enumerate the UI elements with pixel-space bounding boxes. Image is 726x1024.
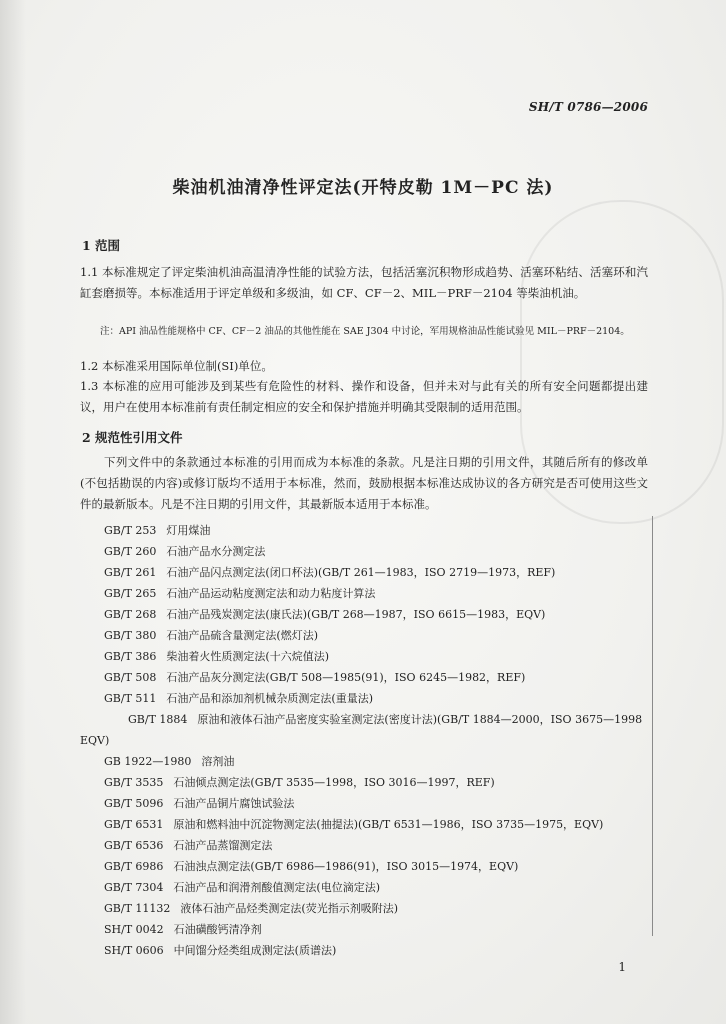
page-number: 1	[618, 960, 626, 974]
clause-1-2: 1.2 本标准采用国际单位制(SI)单位。	[80, 359, 273, 373]
reference-title: 液体石油产品烃类测定法(荧光指示剂吸附法)	[180, 902, 398, 915]
reference-code: SH/T 0042	[104, 923, 164, 936]
reference-title: 石油产品运动粘度测定法和动力粘度计算法	[166, 587, 376, 600]
reference-code: GB/T 1884	[128, 713, 188, 726]
reference-item	[104, 814, 664, 835]
reference-code: GB/T 5096	[104, 797, 164, 810]
reference-code: GB/T 6986	[104, 860, 164, 873]
reference-title: 石油产品铜片腐蚀试验法	[173, 797, 295, 810]
reference-item	[104, 541, 664, 562]
reference-title: 中间馏分烃类组成测定法(质谱法)	[173, 944, 337, 957]
clause-1-1-note: 注：API 油品性能规格中 CF、CF－2 油品的其他性能在 SAE J304 中讨论，军用规格油品性能试验见 MIL－PRF－2104。	[100, 326, 630, 337]
reference-code: GB/T 268	[104, 608, 157, 621]
section-2-intro: 下列文件中的条款通过本标准的引用而成为本标准的条款。凡是注日期的引用文件，其随后所有的修改单(不包括勘误的内容)或修订版均不适用于本标准，然而，鼓励根据本标准达成协议的各方研究是否可使用这些文件的最新版本。凡是不注日期的引用文件，其最新版本适用于本标准。	[80, 455, 648, 511]
reference-title: 石油浊点测定法(GB/T 6986—1986(91)，ISO 3015—1974，EQV)	[173, 860, 519, 873]
reference-code: GB/T 11132	[104, 902, 171, 915]
reference-title: 石油产品硫含量测定法(燃灯法)	[166, 629, 318, 642]
reference-item	[104, 940, 664, 961]
section-2-heading: 2 规范性引用文件	[82, 430, 183, 445]
reference-item	[104, 856, 664, 877]
reference-title: 石油产品闪点测定法(闭口杯法)(GB/T 261—1983，ISO 2719—1973，REF)	[166, 566, 556, 579]
reference-code: SH/T 0606	[104, 944, 164, 957]
reference-code: GB/T 6536	[104, 839, 164, 852]
reference-item	[104, 625, 664, 646]
reference-item	[104, 751, 664, 772]
reference-title: 溶剂油	[201, 755, 235, 768]
reference-item	[104, 835, 664, 856]
reference-code: GB/T 7304	[104, 881, 164, 894]
section-1-heading: 1 范围	[82, 238, 121, 253]
reference-title: 石油产品蒸馏测定法	[173, 839, 273, 852]
reference-code: GB/T 508	[104, 671, 157, 684]
standard-code: SH/T 0786—2006	[528, 100, 648, 114]
scan-edge-shadow	[0, 0, 26, 1024]
reference-title: 柴油着火性质测定法(十六烷值法)	[166, 650, 329, 663]
reference-code: GB/T 253	[104, 524, 157, 537]
reference-title: 石油产品和添加剂机械杂质测定法(重量法)	[166, 692, 373, 705]
reference-title: 石油产品和润滑剂酸值测定法(电位滴定法)	[173, 881, 380, 894]
clause-1-3: 1.3 本标准的应用可能涉及到某些有危险性的材料、操作和设备，但并未对与此有关的所有安全问题都提出建议，用户在使用本标准前有责任制定相应的安全和保护措施并明确其受限制的适用范围。	[80, 379, 648, 414]
clause-1-1: 1.1 本标准规定了评定柴油机油高温清净性能的试验方法，包括活塞沉积物形成趋势、活塞环粘结、活塞环和汽缸套磨损等。本标准适用于评定单级和多级油，如 CF、CF－2、MIL－PRF－2104 等柴油机油。	[80, 265, 648, 300]
reference-item	[104, 688, 664, 709]
reference-item	[104, 646, 664, 667]
document-title: 柴油机油清净性评定法(开特皮勒 1M－PC 法)	[172, 178, 554, 198]
reference-title: 石油产品残炭测定法(康氏法)(GB/T 268—1987，ISO 6615—1983，EQV)	[166, 608, 546, 621]
reference-item	[104, 667, 664, 688]
reference-code: GB/T 261	[104, 566, 157, 579]
reference-code: GB/T 3535	[104, 776, 164, 789]
reference-code: GB/T 386	[104, 650, 157, 663]
reference-code: GB/T 511	[104, 692, 157, 705]
reference-item	[104, 772, 664, 793]
reference-code: GB/T 380	[104, 629, 157, 642]
reference-title: 石油磺酸钙清净剂	[173, 923, 262, 936]
reference-item	[104, 604, 664, 625]
reference-code: GB/T 6531	[104, 818, 164, 831]
reference-item	[104, 562, 664, 583]
reference-title: 原油和液体石油产品密度实验室测定法(密度计法)(GB/T 1884—2000，ISO 3675—1998 EQV)	[80, 713, 643, 747]
reference-item	[104, 919, 664, 940]
reference-code: GB/T 260	[104, 545, 157, 558]
reference-title: 原油和燃料油中沉淀物测定法(抽提法)(GB/T 6531—1986，ISO 3735—1975，EQV)	[173, 818, 604, 831]
reference-item	[104, 898, 664, 919]
reference-item	[104, 583, 664, 604]
reference-item	[104, 520, 664, 541]
reference-code: GB 1922—1980	[104, 755, 192, 768]
reference-item	[104, 793, 664, 814]
reference-item	[104, 877, 664, 898]
reference-title: 灯用煤油	[166, 524, 211, 537]
reference-title: 石油产品水分测定法	[166, 545, 266, 558]
reference-title: 石油产品灰分测定法(GB/T 508—1985(91)，ISO 6245—1982，REF)	[166, 671, 526, 684]
reference-item	[80, 709, 650, 751]
reference-title: 石油倾点测定法(GB/T 3535—1998，ISO 3016—1997，REF)	[173, 776, 495, 789]
reference-code: GB/T 265	[104, 587, 157, 600]
